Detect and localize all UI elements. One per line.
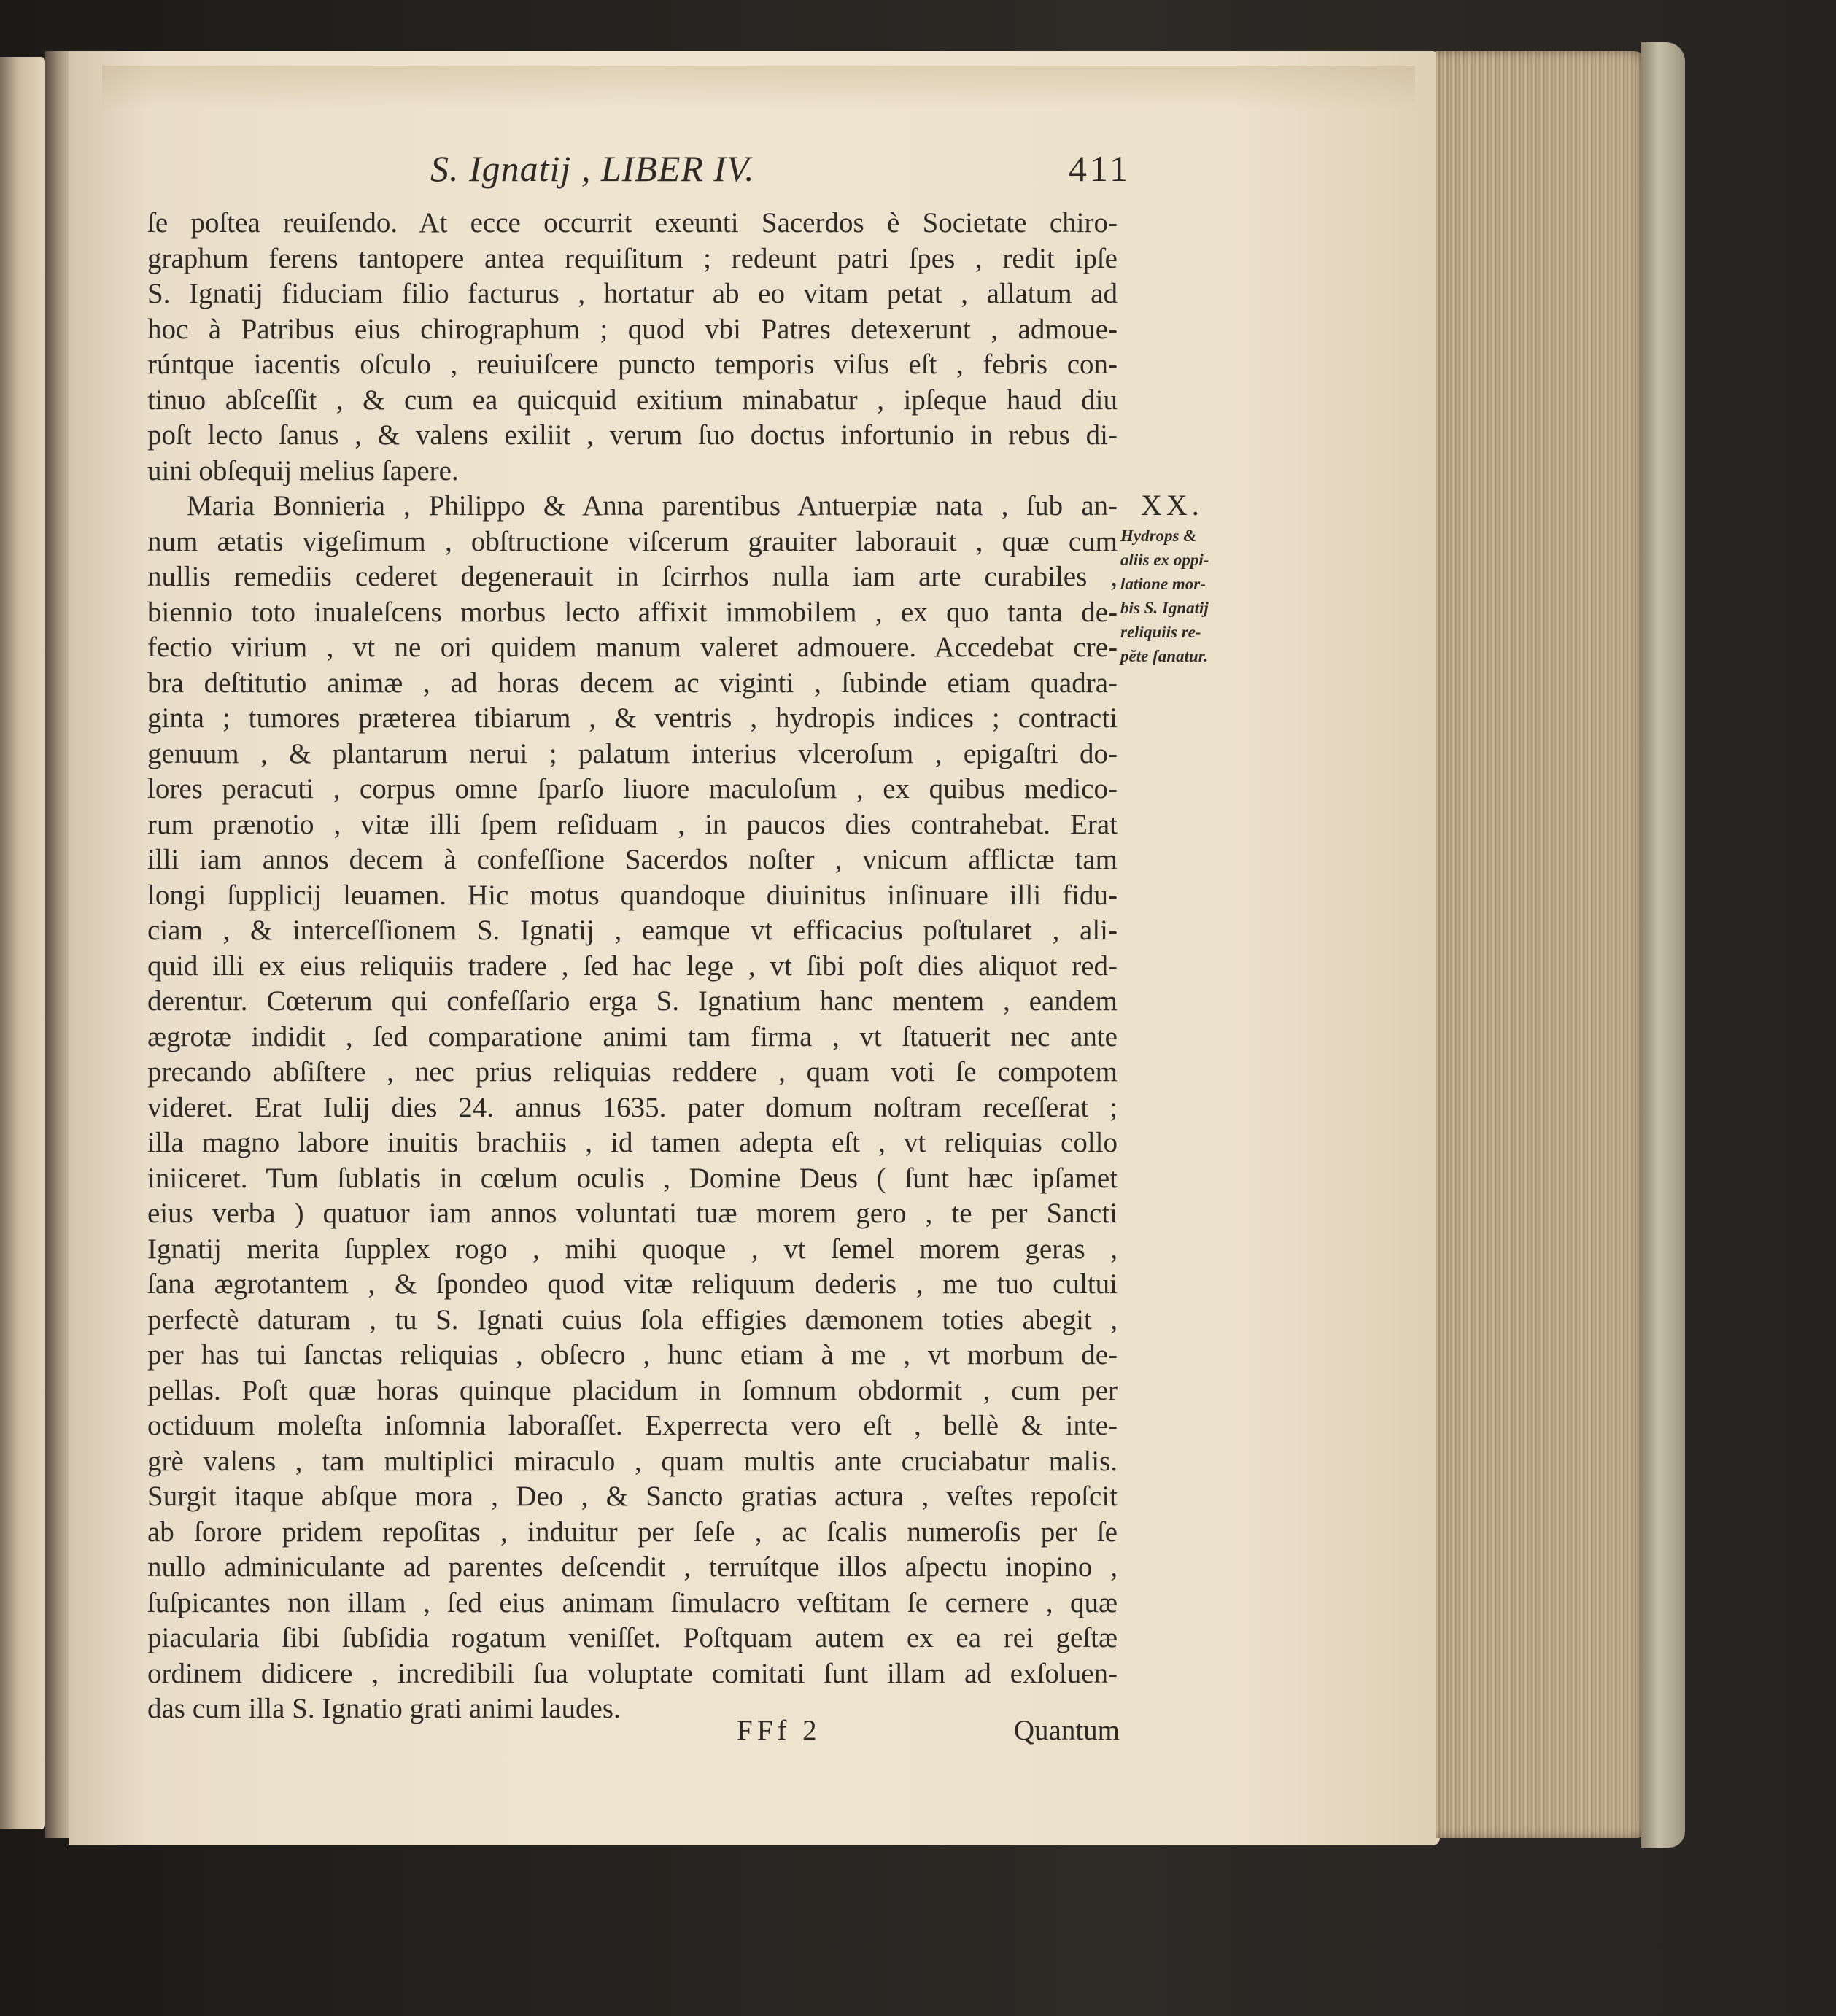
text-line: rúntque iacentis oſculo , reuiuiſcere puncto temporis viſus eſt , febris con- [147, 349, 1118, 380]
text-line: per has tui ſanctas reliquias , obſecro , hunc etiam à me , vt morbum de- [147, 1339, 1118, 1371]
text-line: graphum ferens tantopere antea requiſitum ; redeunt patri ſpes , redit ipſe [147, 242, 1118, 274]
text-line: lores peracuti , corpus omne ſparſo liuore maculoſum , ex quibus medico- [147, 773, 1118, 805]
text-line: quid illi ex eius reliquiis tradere , ſed hac lege , vt ſibi poſt dies aliquot red- [147, 950, 1118, 982]
text-line: precando abſiſtere , nec prius reliquias reddere , quam voti ſe compotem [147, 1056, 1118, 1088]
marginal-note [1120, 487, 1266, 668]
text-line: iniiceret. Tum ſublatis in cœlum oculis , Domine Deus ( ſunt hæc ipſamet [147, 1162, 1118, 1194]
text-line: perfectè daturam , tu S. Ignati cuius ſola effigies dæmonem toties abegit , [147, 1303, 1118, 1335]
text-line: bra deſtitutio animæ , ad horas decem ac viginti , ſubinde etiam quadra- [147, 667, 1118, 699]
text-line: derentur. Cœterum qui confeſſario erga S. Ignatium hanc mentem , eandem [147, 985, 1118, 1017]
text-line: Surgit itaque abſque mora , Deo , & Sancto gratias actura , veſtes repoſcit [147, 1481, 1118, 1512]
page-number: 411 [1068, 148, 1131, 189]
text-line: ægrotæ indidit , ſed comparatione animi tam firma , vt ſtatuerit nec ante [147, 1020, 1118, 1052]
text-line: octiduum moleſta inſomnia laboraſſet. Experrecta vero eſt , bellè & inte- [147, 1410, 1118, 1441]
marginal-note-line: bis S. Ignatij [1120, 599, 1209, 617]
text-line: longi ſupplicij leuamen. Hic motus quandoque diuinitus inſinuare illi fidu- [147, 879, 1118, 911]
text-line: tinuo abſceſſit , & cum ea quicquid exitium minabatur , ipſeque haud diu [147, 384, 1118, 416]
text-line: eius verba ) quatuor iam annos voluntati tuæ morem gero , te per Sancti [147, 1198, 1118, 1229]
text-line: ſe poſtea reuiſendo. At ecce occurrit exeunti Sacerdos è Societate chiro- [147, 207, 1118, 239]
text-line: ab ſorore pridem repoſitas , induitur per ſeſe , ac ſcalis numeroſis per ſe [147, 1516, 1118, 1548]
text-line: ſuſpicantes non illam , ſed eius animam ſimulacro veſtitam ſe cernere , quæ [147, 1586, 1118, 1618]
book-cover-edge [1641, 42, 1685, 1848]
text-line: piacularia ſibi ſubſidia rogatum veniſſet. Poſtquam autem ex ea rei geſtæ [147, 1622, 1118, 1653]
text-line: biennio toto inualeſcens morbus lecto affixit immobilem , ex quo tanta de- [147, 596, 1118, 628]
text-line: fectio virium , vt ne ori quidem manum valeret admouere. Accedebat cre- [147, 632, 1118, 663]
facing-page-edge [0, 57, 45, 1829]
marginal-note-line: pĕte ſanatur. [1120, 647, 1209, 665]
marginal-note-line: aliis ex oppi- [1120, 551, 1209, 569]
text-line: Ignatij merita ſupplex rogo , mihi quoque , vt ſemel morem geras , [147, 1233, 1118, 1265]
text-line: ginta ; tumores præterea tibiarum , & ventris , hydropis indices ; contracti [147, 702, 1118, 734]
catchword: Quantum [1013, 1715, 1120, 1746]
running-title: S. Ignatij , LIBER IV. [430, 148, 755, 189]
text-line: illi iam annos decem à confeſſione Sacerdos noſter , vnicum afflictæ tam [147, 844, 1118, 875]
text-line: nullis remediis cederet degenerauit in ſcirrhos nulla iam arte curabiles , [147, 561, 1118, 592]
section-number: XX. [1141, 489, 1204, 522]
text-line: genuum , & plantarum nerui ; palatum interius vlceroſum , epigaſtri do- [147, 737, 1118, 769]
text-line: das cum illa S. Ignatio grati animi laudes. [147, 1693, 621, 1724]
text-line: Maria Bonnieria , Philippo & Anna parentibus Antuerpiæ nata , ſub an- [187, 490, 1118, 522]
text-line: num ætatis vigeſimum , obſtructione viſcerum grauiter laborauit , quæ cum [147, 525, 1118, 557]
page-stain [102, 66, 1415, 109]
page-fore-edge [1436, 51, 1647, 1838]
page-footer [737, 1714, 1120, 1755]
running-header [430, 147, 1131, 198]
text-line: poſt lecto ſanus , & valens exiliit , verum ſuo doctus infortunio in rebus di- [147, 419, 1118, 451]
text-line: ordinem didicere , incredibili ſua voluptate comitati ſunt illam ad exſoluen- [147, 1657, 1118, 1689]
text-line: pellas. Poſt quæ horas quinque placidum in ſomnum obdormit , cum per [147, 1374, 1118, 1406]
text-line: illa magno labore inuitis brachiis , id tamen adepta eſt , vt reliquias collo [147, 1127, 1118, 1158]
text-line: hoc à Patribus eius chirographum ; quod vbi Patres detexerunt , admoue- [147, 313, 1118, 345]
text-line: S. Ignatij fiduciam filio facturus , hortatur ab eo vitam petat , allatum ad [147, 278, 1118, 309]
text-line: rum prænotio , vitæ illi ſpem reſiduam , in paucos dies contrahebat. Erat [147, 808, 1118, 840]
text-line: ciam , & interceſſionem S. Ignatij , eamque vt efficacius poſtularet , ali- [147, 915, 1118, 946]
text-line: videret. Erat Iulij dies 24. annus 1635. pater domum noſtram receſſerat ; [147, 1091, 1118, 1123]
signature-mark: FFf 2 [737, 1715, 821, 1746]
marginal-note-line: latione mor- [1120, 575, 1206, 593]
marginal-note-line: Hydrops & [1120, 527, 1197, 545]
text-line: nullo adminiculante ad parentes deſcendit , terruítque illos aſpectu inopino , [147, 1551, 1118, 1583]
marginal-note-line: reliquiis re- [1120, 623, 1201, 641]
body-text [147, 206, 1118, 1727]
text-line: ſana ægrotantem , & ſpondeo quod vitæ reliquum dederis , me tuo cultui [147, 1268, 1118, 1300]
text-line: uini obſequij melius ſapere. [147, 454, 459, 486]
text-line: grè valens , tam multiplici miraculo , quam multis ante cruciabatur malis. [147, 1445, 1118, 1477]
